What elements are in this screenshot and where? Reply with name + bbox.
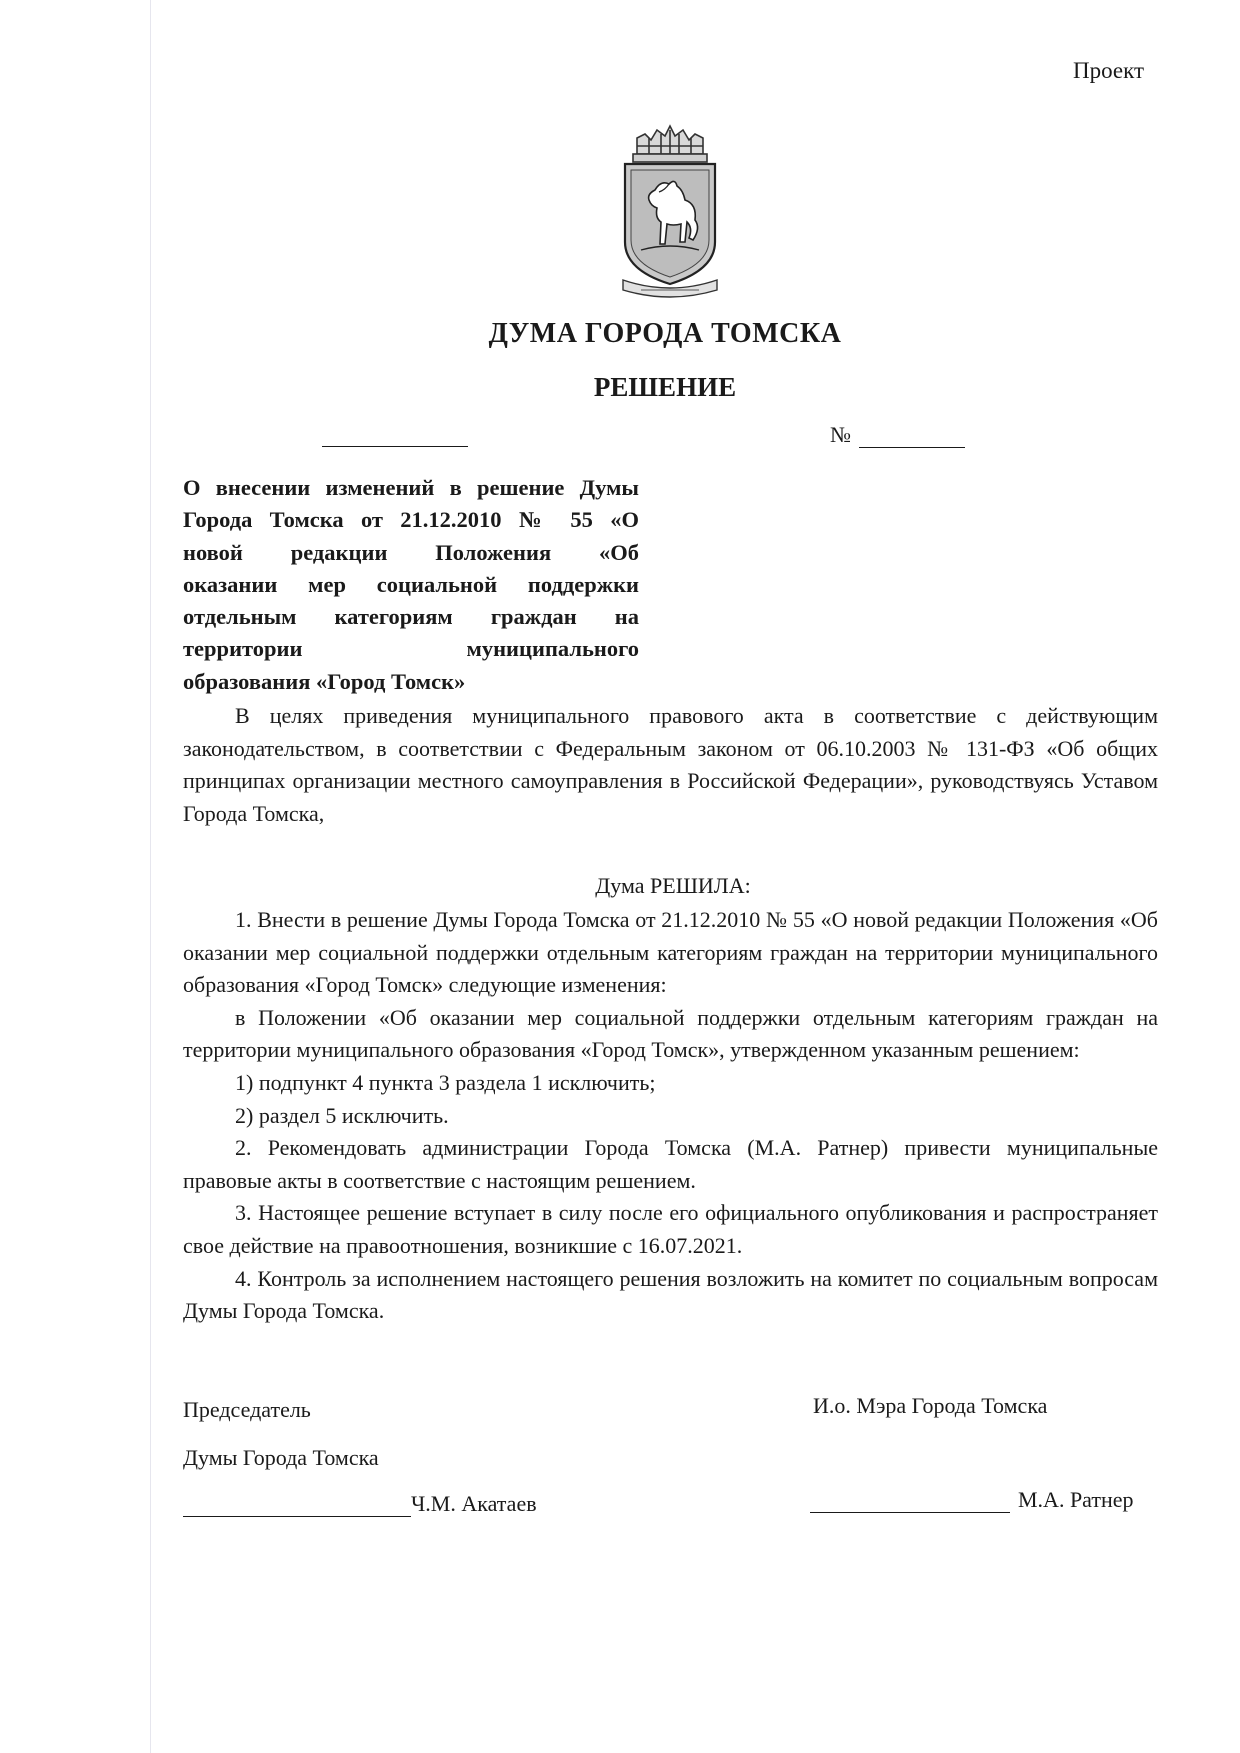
chair-title-line1: Председатель bbox=[183, 1397, 311, 1422]
subject-line: оказании мер социальной поддержки bbox=[183, 571, 639, 597]
draft-label: Проект bbox=[1072, 58, 1144, 83]
document-type: РЕШЕНИЕ bbox=[593, 372, 737, 402]
chair-signature-block bbox=[183, 1491, 537, 1517]
decision-item: 2) раздел 5 исключить. bbox=[235, 1102, 449, 1128]
mayor-signature-line bbox=[810, 1490, 1010, 1513]
number-blank-line bbox=[859, 425, 965, 448]
document-subject bbox=[183, 472, 639, 698]
chair-title-line2: Думы Города Томска bbox=[183, 1445, 379, 1470]
document-number-field bbox=[830, 422, 965, 448]
subject-line: Города Томска от 21.12.2010 № 55 «О bbox=[183, 507, 639, 533]
decision-item: 1) подпункт 4 пункта 3 раздела 1 исключить; bbox=[235, 1069, 656, 1095]
mayor-name: М.А. Ратнер bbox=[1018, 1487, 1134, 1512]
decision-item: 3. Настоящее решение вступает в силу после его официального опубликования и распространяет свое действие на правоотношения, возникшие с 16.07.2021. bbox=[183, 1200, 1158, 1258]
mayor-title: И.о. Мэра Города Томска bbox=[813, 1393, 1048, 1418]
subject-line: новой редакции Положения «Об bbox=[183, 539, 639, 565]
preamble-paragraph bbox=[183, 700, 1158, 830]
chair-name: Ч.М. Акатаев bbox=[411, 1491, 537, 1516]
decision-item: 1. Внести в решение Думы Города Томска от 21.12.2010 № 55 «О новой редакции Положения «Об оказании мер социальной поддержки отдельным категориям граждан на территории муниципального образования «Город Томск» следующие изменения: bbox=[183, 907, 1158, 998]
decision-item: в Положении «Об оказании мер социальной поддержки отдельным категориям граждан на территории муниципального образования «Город Томск», утвержденном указанным решением: bbox=[183, 1004, 1158, 1063]
mayor-signature-block bbox=[810, 1487, 1134, 1513]
subject-line: образования «Город Томск» bbox=[183, 668, 466, 694]
tomsk-coat-of-arms-icon bbox=[611, 124, 729, 300]
date-blank-line bbox=[322, 446, 468, 447]
decided-heading: Дума РЕШИЛА: bbox=[595, 873, 751, 898]
organization-title: ДУМА ГОРОДА ТОМСКА bbox=[488, 318, 842, 349]
preamble-text: В целях приведения муниципального правового акта в соответствие с действующим законодательством, в соответствии с Федеральным законом от 06.10.2003 № 131-ФЗ «Об общих принципах организации местного самоуправления в Российской Федерации», руководствуясь Уставом Города Томска, bbox=[183, 703, 1158, 826]
subject-line: территории муниципального bbox=[183, 636, 639, 662]
decision-item: 4. Контроль за исполнением настоящего решения возложить на комитет по социальным вопросам Думы Города Томска. bbox=[183, 1265, 1158, 1324]
subject-line: О внесении изменений в решение Думы bbox=[183, 475, 639, 500]
number-label: № bbox=[830, 422, 851, 447]
chair-signature-line bbox=[183, 1494, 411, 1517]
subject-line: отдельным категориям граждан на bbox=[183, 604, 639, 630]
decision-item: 2. Рекомендовать администрации Города Томска (М.А. Ратнер) привести муниципальные правовые акты в соответствие с настоящим решением. bbox=[183, 1135, 1158, 1193]
decision-section bbox=[183, 904, 1158, 1328]
